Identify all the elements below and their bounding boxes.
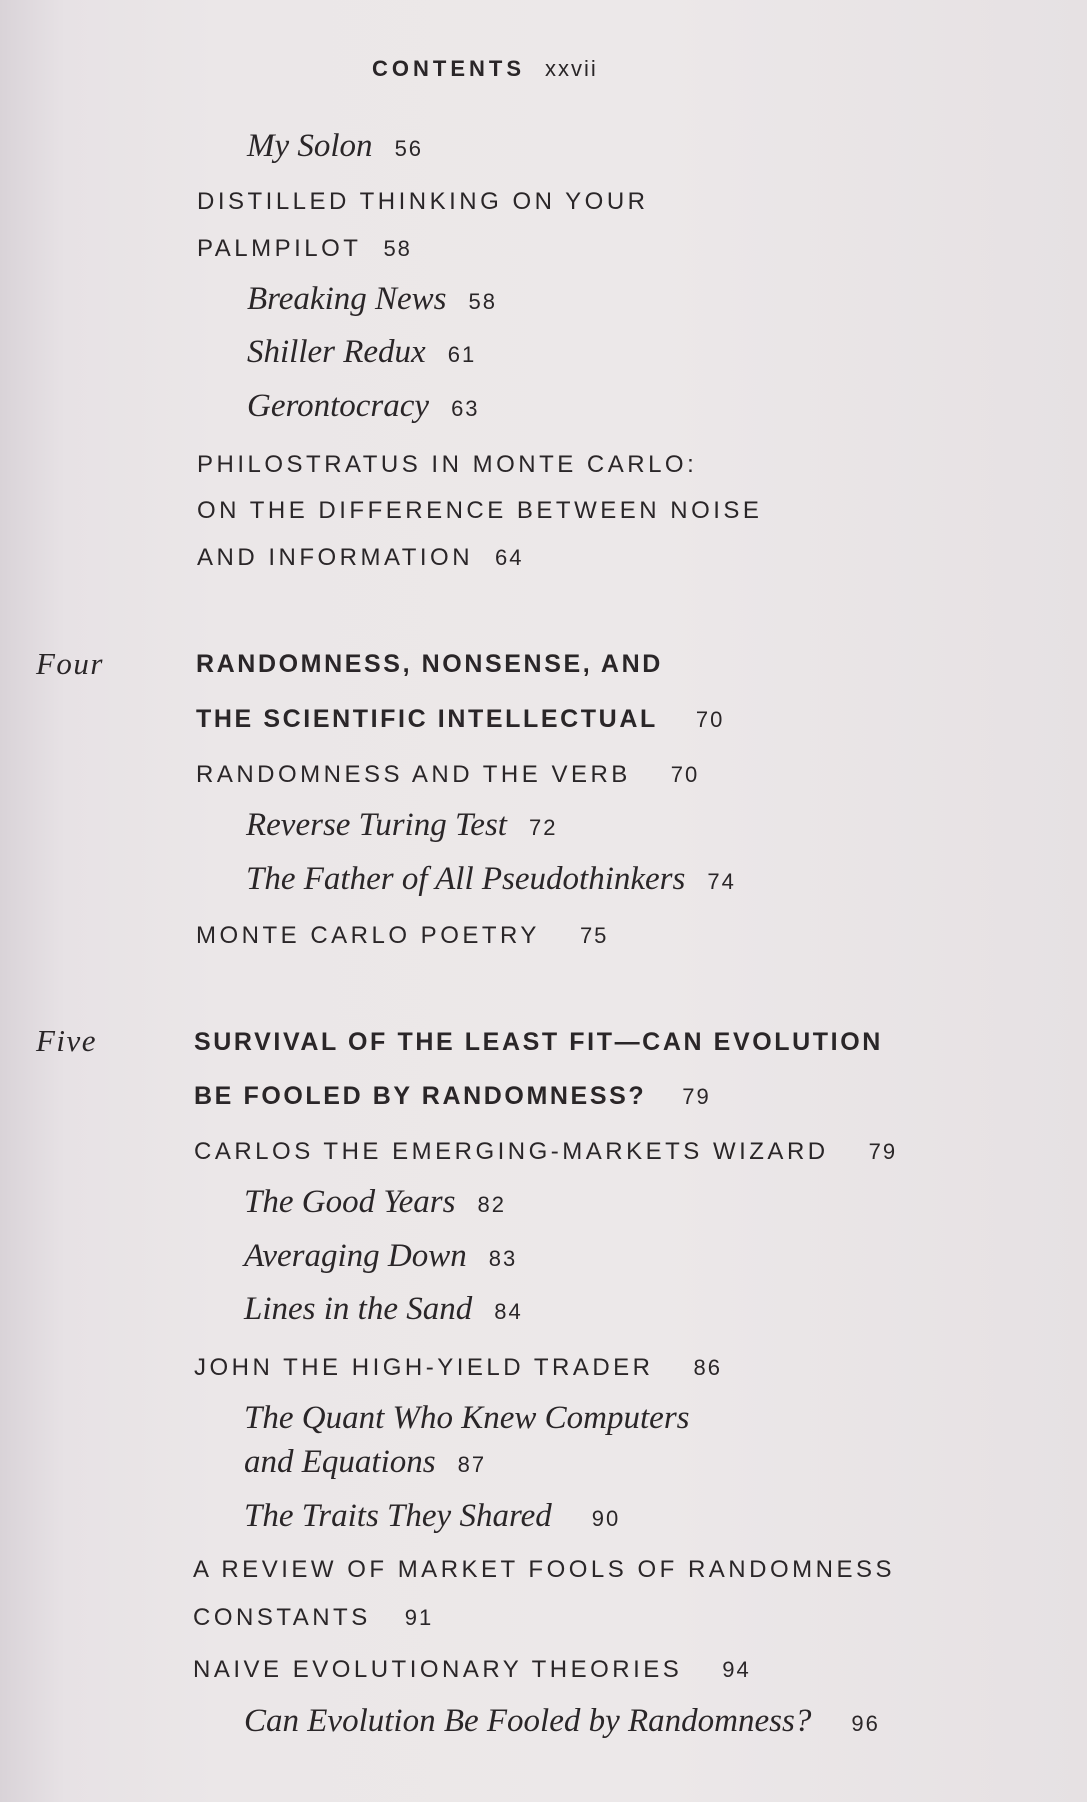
toc-subsection [244,1500,620,1533]
entry-page: 84 [494,1299,523,1324]
entry-title: SURVIVAL OF THE LEAST FIT—CAN EVOLUTION [194,1028,883,1056]
toc-section [197,453,697,477]
entry-title: Averaging Down [244,1238,467,1274]
toc-subsection [244,1186,506,1219]
entry-page: 72 [528,815,558,840]
entry-page: 58 [383,236,412,261]
entry-page: 63 [451,396,480,421]
toc-chapter-title [196,707,724,732]
entry-page: 75 [579,923,609,948]
header-title: CONTENTS [372,56,525,81]
entry-title: Gerontocracy [247,388,430,424]
entry-page: 91 [404,1605,434,1630]
entry-title: MONTE CARLO POETRY [196,922,540,949]
toc-section [194,1356,722,1380]
toc-chapter-title [194,1030,883,1055]
entry-title: AND INFORMATION [197,544,474,571]
entry-page: 96 [851,1711,880,1736]
toc-section [197,237,412,261]
entry-title: PALMPILOT [197,235,362,262]
header-page-number: xxvii [545,56,598,81]
entry-page: 94 [722,1657,751,1682]
running-header [372,56,598,82]
entry-page: 56 [394,136,424,161]
toc-subsection [247,336,476,369]
entry-title: DISTILLED THINKING ON YOUR [197,188,649,215]
entry-title: Can Evolution Be Fooled by Randomness? [244,1703,812,1739]
toc-subsection [246,809,557,842]
toc-section [193,1658,751,1682]
entry-title: BE FOOLED BY RANDOMNESS? [194,1082,647,1110]
entry-title: THE SCIENTIFIC INTELLECTUAL [196,705,658,733]
entry-title: JOHN THE HIGH-YIELD TRADER [194,1354,654,1381]
entry-page: 79 [868,1139,898,1164]
entry-title: The Traits They Shared [244,1498,552,1534]
toc-subsection [244,1402,690,1435]
toc-section [197,546,524,570]
toc-section [194,1140,897,1164]
entry-page: 64 [495,545,524,570]
entry-page: 61 [447,342,477,367]
entry-title: The Father of All Pseudothinkers [246,861,686,897]
entry-title: and Equations [244,1444,436,1480]
toc-subsection [244,1293,523,1326]
toc-section [197,499,762,523]
toc-subsection [244,1240,517,1273]
entry-page: 70 [695,707,725,732]
entry-title: Reverse Turing Test [246,807,507,843]
entry-title: Shiller Redux [247,334,426,370]
toc-chapter-title [196,652,663,677]
entry-title: The Good Years [244,1184,456,1220]
entry-page: 82 [477,1192,506,1217]
toc-subsection [247,283,497,316]
entry-title: CONSTANTS [193,1604,371,1631]
entry-page: 83 [488,1246,518,1271]
chapter-number: Five [36,1023,98,1058]
entry-title: RANDOMNESS, NONSENSE, AND [196,650,663,678]
toc-section [193,1606,433,1630]
entry-page: 87 [457,1452,487,1477]
toc-subsection [247,130,423,163]
toc-subsection [247,390,480,423]
entry-page: 74 [707,869,736,894]
entry-page: 79 [682,1084,711,1109]
entry-page: 70 [670,762,700,787]
entry-title: The Quant Who Knew Computers [244,1400,690,1436]
toc-subsection [244,1705,880,1738]
toc-section [193,1558,895,1582]
entry-title: CARLOS THE EMERGING-MARKETS WIZARD [194,1138,829,1165]
entry-title: Breaking News [247,281,447,317]
toc-subsection [246,863,736,896]
toc-section [196,924,608,948]
entry-title: My Solon [247,128,373,164]
toc-section [197,190,649,214]
entry-title: RANDOMNESS AND THE VERB [196,761,631,788]
entry-page: 90 [591,1506,621,1531]
toc-section [196,763,699,787]
toc-chapter-title [194,1084,711,1109]
entry-page: 86 [693,1355,722,1380]
entry-title: NAIVE EVOLUTIONARY THEORIES [193,1656,683,1683]
entry-page: 58 [468,289,497,314]
toc-subsection [244,1446,486,1479]
chapter-number: Four [36,646,104,681]
entry-title: PHILOSTRATUS IN MONTE CARLO: [197,451,698,478]
entry-title: ON THE DIFFERENCE BETWEEN NOISE [197,497,763,524]
entry-title: A REVIEW OF MARKET FOOLS OF RANDOMNESS [193,1556,895,1583]
entry-title: Lines in the Sand [244,1291,473,1327]
